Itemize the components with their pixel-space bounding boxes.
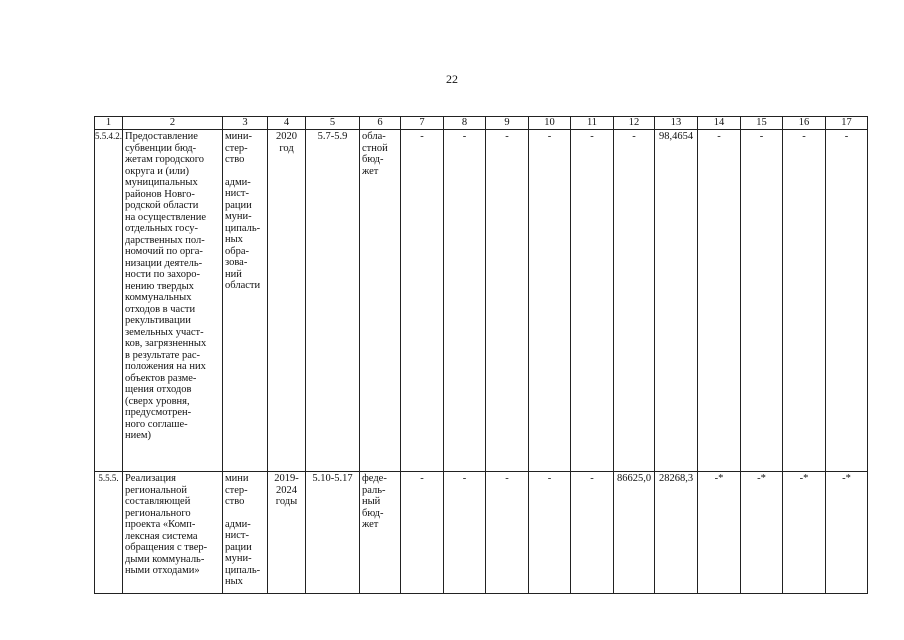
value-cell: - bbox=[486, 130, 529, 472]
value-cell: - bbox=[571, 130, 614, 472]
value-cell: - bbox=[401, 130, 444, 472]
column-header-row bbox=[95, 117, 868, 130]
executor-administrations: адми- нист- рации муни- ципаль- ных bbox=[225, 518, 261, 587]
column-header: 9 bbox=[486, 117, 529, 130]
column-header: 14 bbox=[698, 117, 741, 130]
value-cell: -* bbox=[741, 472, 783, 594]
table-row bbox=[95, 472, 868, 594]
activity-name: Реализация региональной составляющей регионального проекта «Комп- лексная система обращения с твер- дыми коммуналь- ными отходами» bbox=[123, 472, 223, 594]
column-header: 12 bbox=[614, 117, 655, 130]
value-cell: 98,4654 bbox=[655, 130, 698, 472]
page-number: 22 bbox=[446, 72, 458, 86]
value-cell: - bbox=[444, 472, 486, 594]
value-cell: -* bbox=[783, 472, 826, 594]
value-cell: 28268,3 bbox=[655, 472, 698, 594]
value-cell: - bbox=[614, 130, 655, 472]
column-header: 1 bbox=[95, 117, 123, 130]
column-header: 6 bbox=[360, 117, 401, 130]
row-id: 5.5.4.2. bbox=[95, 130, 123, 472]
column-header: 13 bbox=[655, 117, 698, 130]
column-header: 4 bbox=[268, 117, 306, 130]
funding-source: обла- стной бюд- жет bbox=[360, 130, 401, 472]
column-header: 5 bbox=[306, 117, 360, 130]
column-header: 3 bbox=[223, 117, 268, 130]
period: 2020 год bbox=[268, 130, 306, 472]
executor-administrations: адми- нист- рации муни- ципаль- ных обра- зова- ний области bbox=[225, 176, 261, 291]
value-cell: - bbox=[529, 130, 571, 472]
executor-cell bbox=[223, 130, 268, 472]
value-cell: - bbox=[783, 130, 826, 472]
executor-ministry: мини- стер- ство bbox=[225, 131, 252, 165]
value-cell: - bbox=[529, 472, 571, 594]
funding-source: феде- раль- ный бюд- жет bbox=[360, 472, 401, 594]
period: 2019- 2024 годы bbox=[268, 472, 306, 594]
program-table bbox=[94, 116, 868, 594]
activity-name: Предоставление субвенции бюд- жетам городского округа и (или) муниципальных районов Новго- родской области на осуществление отдельных госу- дарственных пол- номочий по орга- низации деятель- ности по захоро- нению твердых коммунальных отходов в части рекультивации земельных участ- ков, загрязненных в результате рас- положения на них объектов разме- щения отходов (сверх уровня, предусмотрен- ного соглаше- нием) bbox=[123, 130, 223, 472]
value-cell: - bbox=[741, 130, 783, 472]
column-header: 7 bbox=[401, 117, 444, 130]
value-cell: - bbox=[486, 472, 529, 594]
table-row bbox=[95, 130, 868, 472]
value-cell: - bbox=[401, 472, 444, 594]
column-header: 16 bbox=[783, 117, 826, 130]
value-cell: - bbox=[826, 130, 868, 472]
column-header: 10 bbox=[529, 117, 571, 130]
column-header: 2 bbox=[123, 117, 223, 130]
target-indicators: 5.7-5.9 bbox=[306, 130, 360, 472]
column-header: 11 bbox=[571, 117, 614, 130]
column-header: 8 bbox=[444, 117, 486, 130]
executor-cell bbox=[223, 472, 268, 594]
value-cell: - bbox=[444, 130, 486, 472]
value-cell: -* bbox=[826, 472, 868, 594]
column-header: 15 bbox=[741, 117, 783, 130]
target-indicators: 5.10-5.17 bbox=[306, 472, 360, 594]
executor-ministry: мини стер- ство bbox=[225, 473, 249, 507]
value-cell: -* bbox=[698, 472, 741, 594]
value-cell: - bbox=[571, 472, 614, 594]
value-cell: - bbox=[698, 130, 741, 472]
column-header: 17 bbox=[826, 117, 868, 130]
value-cell: 86625,0 bbox=[614, 472, 655, 594]
row-id: 5.5.5. bbox=[95, 472, 123, 594]
